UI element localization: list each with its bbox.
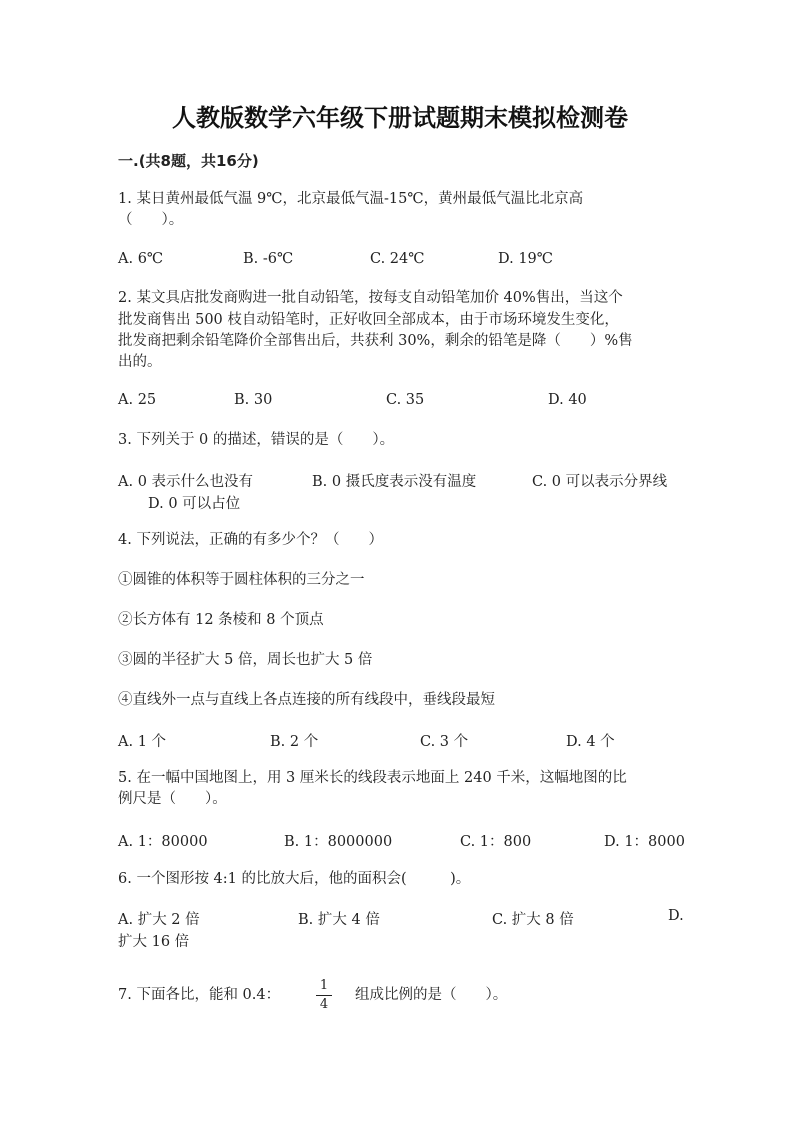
question-3-option-d[interactable]: D. 0 可以占位: [148, 496, 241, 512]
question-4-option-c[interactable]: C. 3 个: [420, 734, 469, 750]
question-1-text-line-1: 1. 某日黄州最低气温 9℃，北京最低气温-15℃，黄州最低气温比北京高: [118, 191, 584, 207]
fraction-bar: [316, 995, 332, 996]
fraction-one-quarter: [316, 978, 332, 1013]
question-4-option-a[interactable]: A. 1 个: [118, 734, 167, 750]
question-2-option-a[interactable]: A. 25: [118, 392, 157, 408]
question-1-option-b[interactable]: B. -6℃: [243, 251, 294, 267]
question-6-option-a[interactable]: A. 扩大 2 倍: [118, 912, 200, 928]
section-header: 一.(共8题，共16分): [118, 152, 259, 170]
question-2-text-line-4: 出的。: [118, 354, 162, 370]
question-6-option-d-label[interactable]: D.: [668, 908, 684, 924]
question-5-option-d[interactable]: D. 1：8000: [604, 834, 685, 850]
question-2-option-c[interactable]: C. 35: [386, 392, 425, 408]
question-4-statement-1: ①圆锥的体积等于圆柱体积的三分之一: [118, 572, 365, 588]
question-5-option-b[interactable]: B. 1：8000000: [284, 834, 393, 850]
exam-title: 人教版数学六年级下册试题期末模拟检测卷: [172, 104, 628, 132]
question-6-option-d-text[interactable]: 扩大 16 倍: [118, 934, 190, 950]
question-3-option-a[interactable]: A. 0 表示什么也没有: [118, 474, 254, 490]
question-4-option-b[interactable]: B. 2 个: [270, 734, 319, 750]
question-4-option-d[interactable]: D. 4 个: [566, 734, 615, 750]
question-1-option-c[interactable]: C. 24℃: [370, 251, 425, 267]
question-3-option-b[interactable]: B. 0 摄氏度表示没有温度: [312, 474, 477, 490]
question-7-text-prefix: 7. 下面各比，能和 0.4：: [118, 987, 281, 1003]
question-1-option-d[interactable]: D. 19℃: [498, 251, 553, 267]
question-2-text-line-2: 批发商售出 500 枝自动铅笔时，正好收回全部成本，由于市场环境发生变化，: [118, 312, 619, 328]
question-3-option-c[interactable]: C. 0 可以表示分界线: [532, 474, 668, 490]
question-2-option-b[interactable]: B. 30: [234, 392, 273, 408]
question-5-option-a[interactable]: A. 1：80000: [118, 834, 208, 850]
question-6-option-c[interactable]: C. 扩大 8 倍: [492, 912, 574, 928]
question-4-statement-3: ③圆的半径扩大 5 倍，周长也扩大 5 倍: [118, 652, 373, 668]
question-4-statement-4: ④直线外一点与直线上各点连接的所有线段中，垂线段最短: [118, 692, 495, 708]
question-5-option-c[interactable]: C. 1：800: [460, 834, 532, 850]
question-2-text-line-3: 批发商把剩余铅笔降价全部售出后，共获利 30%，剩余的铅笔是降（ ）%售: [118, 333, 633, 349]
question-5-text-line-1: 5. 在一幅中国地图上，用 3 厘米长的线段表示地面上 240 千米，这幅地图的比: [118, 770, 627, 786]
question-3-text-line-1: 3. 下列关于 0 的描述，错误的是（ ）。: [118, 432, 395, 448]
fraction-denominator: 4: [319, 997, 329, 1012]
question-6-option-b[interactable]: B. 扩大 4 倍: [298, 912, 380, 928]
question-4-statement-2: ②长方体有 12 条棱和 8 个顶点: [118, 612, 324, 628]
question-6-text-line-1: 6. 一个图形按 4:1 的比放大后，他的面积会( )。: [118, 871, 471, 887]
question-1-option-a[interactable]: A. 6℃: [118, 251, 164, 267]
question-7-text-suffix: 组成比例的是（ ）。: [355, 987, 508, 1003]
fraction-numerator: 1: [319, 978, 329, 993]
question-4-text-line-1: 4. 下列说法，正确的有多少个？（ ）: [118, 532, 383, 548]
question-5-text-line-2: 例尺是（ ）。: [118, 791, 227, 807]
question-2-option-d[interactable]: D. 40: [548, 392, 587, 408]
question-1-text-line-2: （ ）。: [118, 212, 184, 228]
question-2-text-line-1: 2. 某文具店批发商购进一批自动铅笔，按每支自动铅笔加价 40%售出，当这个: [118, 290, 623, 306]
